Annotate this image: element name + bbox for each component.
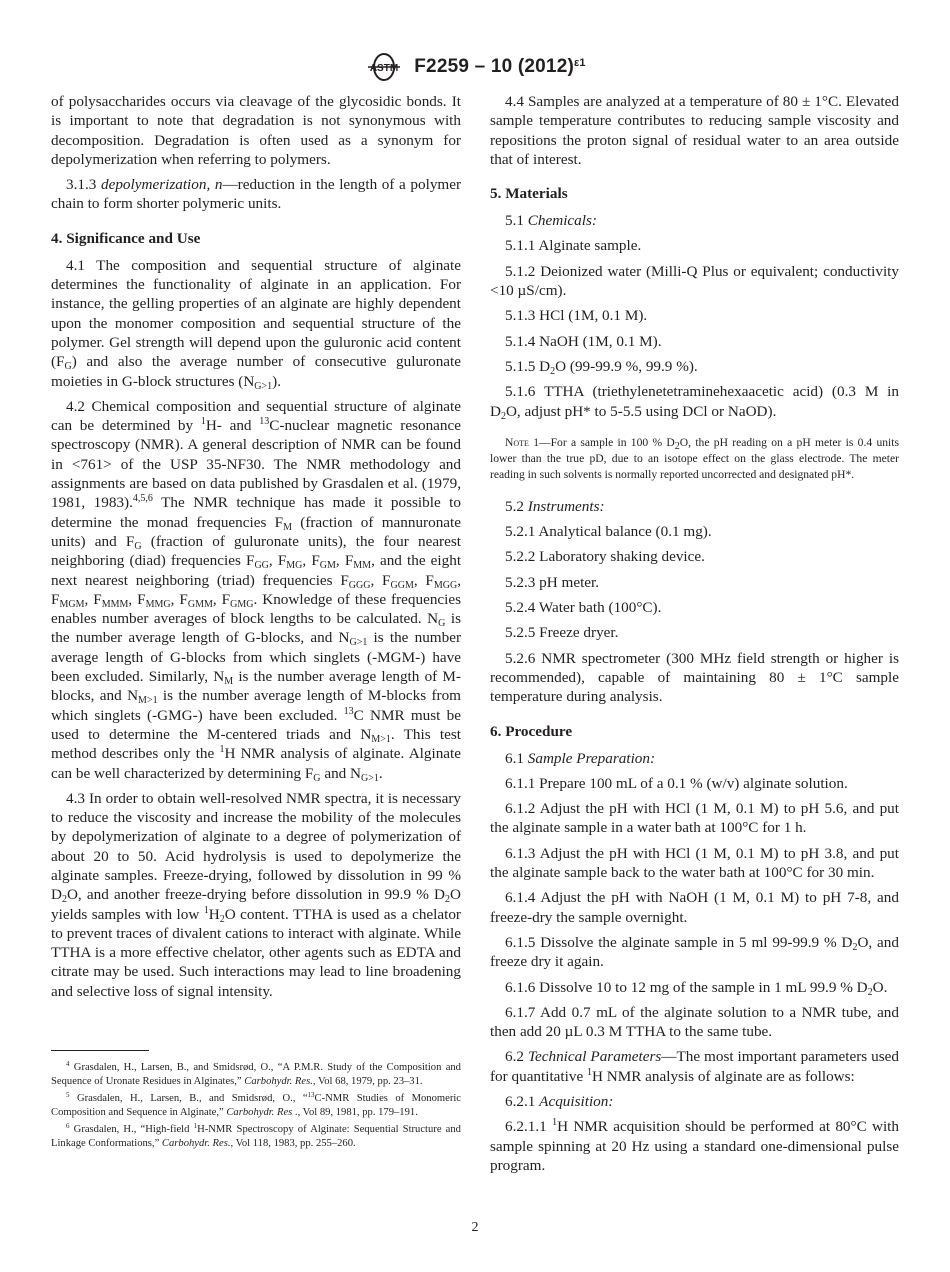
paragraph-5-2-4: 5.2.4 Water bath (100°C). xyxy=(505,599,662,617)
paragraph-5-1-2: 5.1.2 Deionized water (Milli-Q Plus or equivalent; conductivity <10 µS/cm). xyxy=(490,262,899,300)
paragraph-3-1-2-continued: of polysaccharides occurs via cleavage of the glycosidic bonds. It is important to note that degradation is not synonymous with decomposition. Degradation is often used as a synonym for depolymerization when referring to polymers. xyxy=(51,93,461,168)
paragraph-3-1-3: 3.1.3 depolymerization, n—reduction in the length of a polymer chain to form shorter polymeric units. xyxy=(51,176,462,213)
section-6-heading: 6. Procedure xyxy=(490,722,573,740)
paragraph-4-3: 4.3 In order to obtain well-resolved NMR spectra, it is necessary to reduce the viscosity and increase the mobility of the molecules by depolymerization of alginate to a degree of polymerization of about 20 to 50. Acid hydrolysis is used to depolymerize the alginate samples. Freeze-drying, followed by dissolution in 99 % $D_2O$, and another freeze-drying before dissolution in 99.9 % $D_2O$ yields samples with low $^1H_2O$ content. TTHA is used as a chelator to prevent traces of divalent cations to interact with alginate. While TTHA is a more effective chelator, other agents such as EDTA and citrate may be used. Such interactions may lead to line broadening and selective loss of signal intensity. xyxy=(51,789,461,1000)
paragraph-5-2: 5.2 Instruments: xyxy=(505,497,605,515)
footnote-6: $^6$ Grasdalen, H., “High-field $^1$H-NMR Spectroscopy of Alginate: Sequential Structure and Linkage Conformations,” Carbohydr. Res., Vol 118, 1983, pp. 255–260. xyxy=(51,1121,461,1150)
paragraph-5-1: 5.1 Chemicals: xyxy=(505,212,597,230)
note-1: Note 1—For a sample in 100 % $D_2O$, the pH reading on a pH meter is 0.4 units lower than the true pD, due to an isotope effect on the glass electrode. The meter reading in such solvents is normally reported uncorrected and designated pH*. xyxy=(490,435,899,481)
paragraph-4-4: 4.4 Samples are analyzed at a temperature of 80 ± 1°C. Elevated sample temperature contributes to reducing sample viscosity and repositions the proton signal of residual water to an area outside that of interest. xyxy=(490,93,899,168)
paragraph-5-1-4: 5.1.4 NaOH (1M, 0.1 M). xyxy=(505,332,662,350)
paragraph-6-1-6: 6.1.6 Dissolve 10 to 12 mg of the sample in 1 mL 99.9 % $D_2O$. xyxy=(505,978,888,998)
paragraph-6-1-5: 6.1.5 Dissolve the alginate sample in 5 ml 99-99.9 % $D_2O$, and freeze dry it again. xyxy=(490,933,899,971)
section-5-heading: 5. Materials xyxy=(490,185,568,203)
paragraph-6-2: 6.2 Technical Parameters—The most important parameters used for quantitative $^1$H NMR analysis of alginate are as follows: xyxy=(490,1048,899,1085)
paragraph-6-1: 6.1 Sample Preparation: xyxy=(505,749,656,767)
paragraph-5-2-6: 5.2.6 NMR spectrometer (300 MHz field strength or higher is recommended), capable of maintaining 80 ± 1°C sample temperature during analysis. xyxy=(490,649,899,706)
paragraph-4-2: 4.2 Chemical composition and sequential structure of alginate can be determined by $^1$H- and $^{13}$C-nuclear magnetic resonance spectroscopy (NMR). A general description of NMR can be found in <761> of the USP 35-NF30. The NMR methodology and assignments are based on data published by Grasdalen et al. (1979, 1981, 1983).$^{4,5,6}$ The NMR technique has made it possible to determine the monad frequencies $F_M$ (fraction of mannuronate units) and $F_G$ (fraction of guluronate units), the four nearest neighboring (diad) frequencies $F_{GG}$, $F_{MG}$, $F_{GM}$, $F_{MM}$, and the eight next nearest neighboring (triad) frequencies $F_{GGG}$, $F_{GGM}$, $F_{MGG}$, $F_{MGM}$, $F_{MMM}$, $F_{MMG}$, $F_{GMM}$, $F_{GMG}$. Knowledge of these frequencies enables number averages of block lengths to be calculated. $N_G$ is the number average length of G-blocks, and $N_{G>1}$ is the number average length of G-blocks from which singlets (-MGM-) have been excluded. Similarly, $N_M$ is the number average length of M-blocks, and $N_{M>1}$ is the number average length of M-blocks from which singlets (-GMG-) have been excluded. $^{13}$C NMR must be used to determine the M-centered triads and $N_{M>1}$. This test method describes only the $^1$H NMR analysis of alginate. Alginate can be well characterized by determining $F_G$ and $N_{G>1}$. xyxy=(51,397,462,784)
paragraph-5-1-5: 5.1.5 $D_2O$ (99-99.9 %, 99.9 %). xyxy=(505,357,698,377)
paragraph-6-1-1: 6.1.1 Prepare 100 mL of a 0.1 % (w/v) alginate solution. xyxy=(505,774,848,792)
paragraph-6-1-2: 6.1.2 Adjust the pH with HCl (1 M, 0.1 M) to pH 5.6, and put the alginate sample in a water bath at 100°C for 1 h. xyxy=(490,800,899,837)
paragraph-5-1-6: 5.1.6 TTHA (triethylenetetraminehexaacetic acid) (0.3 M in $D_2O$, adjust pH* to 5-5.5 using DCl or NaOD). xyxy=(490,383,899,422)
paragraph-5-2-1: 5.2.1 Analytical balance (0.1 mg). xyxy=(505,523,712,541)
page-header xyxy=(0,52,950,86)
paragraph-5-1-1: 5.1.1 Alginate sample. xyxy=(505,237,642,255)
paragraph-6-2-1-1: 6.2.1.1 $^1$H NMR acquisition should be performed at 80°C with sample spinning at 20 Hz using a standard one-dimensional pulse program. xyxy=(490,1117,899,1174)
svg-text:ASTM: ASTM xyxy=(370,63,399,74)
paragraph-6-2-1: 6.2.1 Acquisition: xyxy=(505,1092,614,1110)
paragraph-6-1-4: 6.1.4 Adjust the pH with NaOH (1 M, 0.1 M) to pH 7-8, and freeze-dry the sample overnight. xyxy=(490,889,899,926)
section-4-heading: 4. Significance and Use xyxy=(51,229,201,247)
footnotes xyxy=(51,1061,461,1153)
paragraph-6-1-3: 6.1.3 Adjust the pH with HCl (1 M, 0.1 M) to pH 3.8, and put the alginate sample back to the water bath at 100°C for 30 min. xyxy=(490,844,899,882)
footnote-4: $^4$ Grasdalen, H., Larsen, B., and Smidsrød, O., “A P.M.R. Study of the Composition and Sequence of Uronate Residues in Alginates,” Carbohydr. Res., Vol 68, 1979, pp. 23–31. xyxy=(51,1060,461,1088)
right-column xyxy=(490,92,899,1181)
paragraph-5-2-2: 5.2.2 Laboratory shaking device. xyxy=(505,548,705,566)
left-column xyxy=(51,92,461,1007)
document-designation: F2259 – 10 $(2012)^{\varepsilon 1}$ xyxy=(414,56,586,77)
paragraph-5-2-3: 5.2.3 pH meter. xyxy=(505,573,600,591)
page-number: 2 xyxy=(471,1220,479,1235)
footnote-rule xyxy=(51,1050,149,1051)
astm-logo-icon xyxy=(364,52,404,82)
paragraph-6-1-7: 6.1.7 Add 0.7 mL of the alginate solution to a NMR tube, and then add 20 µL 0.3 M TTHA to the same tube. xyxy=(490,1003,899,1041)
paragraph-5-2-5: 5.2.5 Freeze dryer. xyxy=(505,624,619,642)
paragraph-4-1: 4.1 The composition and sequential structure of alginate determines the functionality of alginate in an application. For instance, the gelling properties of an alginate are highly dependent upon the monomer composition and sequential structure of the polymer. Gel strength will depend upon the guluronic acid content $(F_G)$ and also the average number of consecutive guluronate moieties in G-block structures $(N_{G>1})$. xyxy=(51,256,461,392)
footnote-5: $^5$ Grasdalen, H., Larsen, B., and Smidsrød, O., “$^{13}$C-NMR Studies of Monomeric Composition and Sequence in Alginate,” Carbohydr. Res ., Vol 89, 1981, pp. 179–191. xyxy=(51,1090,461,1119)
paragraph-5-1-3: 5.1.3 HCl (1M, 0.1 M). xyxy=(505,307,648,325)
